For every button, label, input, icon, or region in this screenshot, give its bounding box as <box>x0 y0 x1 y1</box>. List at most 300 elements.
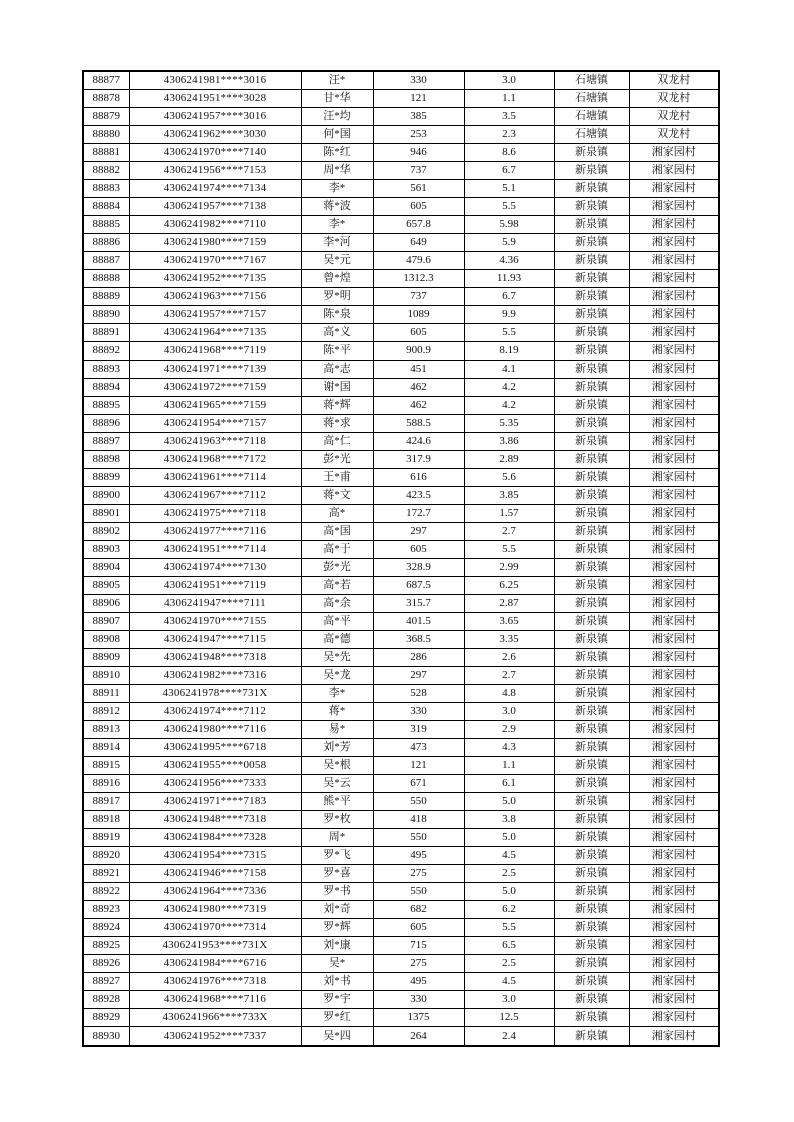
table-row <box>83 720 719 738</box>
table-row <box>83 378 719 396</box>
serial-cell: 88911 <box>83 684 129 702</box>
serial-cell: 88930 <box>83 1027 129 1046</box>
name-cell: 彭*光 <box>301 558 373 576</box>
town-cell: 新泉镇 <box>554 648 629 666</box>
amount-cell: 605 <box>373 198 464 216</box>
area-cell: 3.0 <box>464 702 554 720</box>
table-row <box>83 558 719 576</box>
id-number-cell: 4306241980****7116 <box>129 720 301 738</box>
village-cell: 湘家园村 <box>629 900 719 918</box>
serial-cell: 88902 <box>83 522 129 540</box>
town-cell: 新泉镇 <box>554 216 629 234</box>
village-cell: 湘家园村 <box>629 306 719 324</box>
id-number-cell: 4306241967****7112 <box>129 486 301 504</box>
name-cell: 罗*红 <box>301 1009 373 1027</box>
table-row <box>83 450 719 468</box>
village-cell: 湘家园村 <box>629 702 719 720</box>
serial-cell: 88921 <box>83 864 129 882</box>
amount-cell: 286 <box>373 648 464 666</box>
table-row <box>83 144 719 162</box>
id-number-cell: 4306241952****7135 <box>129 270 301 288</box>
town-cell: 新泉镇 <box>554 864 629 882</box>
id-number-cell: 4306241948****7318 <box>129 810 301 828</box>
town-cell: 新泉镇 <box>554 144 629 162</box>
id-number-cell: 4306241963****7156 <box>129 288 301 306</box>
area-cell: 5.98 <box>464 216 554 234</box>
serial-cell: 88884 <box>83 198 129 216</box>
village-cell: 湘家园村 <box>629 666 719 684</box>
id-number-cell: 4306241947****7115 <box>129 630 301 648</box>
amount-cell: 1089 <box>373 306 464 324</box>
table-row <box>83 576 719 594</box>
table-row <box>83 306 719 324</box>
table-row <box>83 828 719 846</box>
village-cell: 湘家园村 <box>629 612 719 630</box>
town-cell: 新泉镇 <box>554 396 629 414</box>
table-row <box>83 216 719 234</box>
table-row <box>83 90 719 108</box>
id-number-cell: 4306241971****7139 <box>129 360 301 378</box>
town-cell: 新泉镇 <box>554 720 629 738</box>
amount-cell: 401.5 <box>373 612 464 630</box>
village-cell: 双龙村 <box>629 126 719 144</box>
area-cell: 2.87 <box>464 594 554 612</box>
id-number-cell: 4306241962****3030 <box>129 126 301 144</box>
amount-cell: 423.5 <box>373 486 464 504</box>
town-cell: 新泉镇 <box>554 486 629 504</box>
serial-cell: 88903 <box>83 540 129 558</box>
serial-cell: 88927 <box>83 973 129 991</box>
id-number-cell: 4306241952****7337 <box>129 1027 301 1046</box>
village-cell: 湘家园村 <box>629 396 719 414</box>
id-number-cell: 4306241978****731X <box>129 684 301 702</box>
area-cell: 3.0 <box>464 991 554 1009</box>
table-row <box>83 360 719 378</box>
area-cell: 4.2 <box>464 378 554 396</box>
town-cell: 新泉镇 <box>554 846 629 864</box>
amount-cell: 121 <box>373 756 464 774</box>
id-number-cell: 4306241974****7130 <box>129 558 301 576</box>
id-number-cell: 4306241984****6716 <box>129 955 301 973</box>
village-cell: 湘家园村 <box>629 144 719 162</box>
village-cell: 湘家园村 <box>629 756 719 774</box>
village-cell: 湘家园村 <box>629 180 719 198</box>
amount-cell: 424.6 <box>373 432 464 450</box>
table-row <box>83 1027 719 1046</box>
town-cell: 新泉镇 <box>554 360 629 378</box>
amount-cell: 275 <box>373 864 464 882</box>
village-cell: 湘家园村 <box>629 486 719 504</box>
town-cell: 新泉镇 <box>554 756 629 774</box>
name-cell: 高*仁 <box>301 432 373 450</box>
village-cell: 湘家园村 <box>629 738 719 756</box>
id-number-cell: 4306241968****7172 <box>129 450 301 468</box>
amount-cell: 1312.3 <box>373 270 464 288</box>
name-cell: 彭*光 <box>301 450 373 468</box>
amount-cell: 550 <box>373 882 464 900</box>
name-cell: 吴*龙 <box>301 666 373 684</box>
area-cell: 2.7 <box>464 522 554 540</box>
town-cell: 新泉镇 <box>554 324 629 342</box>
village-cell: 湘家园村 <box>629 1027 719 1046</box>
amount-cell: 330 <box>373 991 464 1009</box>
name-cell: 熊*平 <box>301 792 373 810</box>
table-row <box>83 504 719 522</box>
town-cell: 新泉镇 <box>554 612 629 630</box>
area-cell: 2.9 <box>464 720 554 738</box>
table-row <box>83 630 719 648</box>
name-cell: 周*华 <box>301 162 373 180</box>
town-cell: 新泉镇 <box>554 937 629 955</box>
id-number-cell: 4306241970****7140 <box>129 144 301 162</box>
id-number-cell: 4306241951****3028 <box>129 90 301 108</box>
name-cell: 王*甫 <box>301 468 373 486</box>
town-cell: 石塘镇 <box>554 108 629 126</box>
id-number-cell: 4306241947****7111 <box>129 594 301 612</box>
town-cell: 新泉镇 <box>554 900 629 918</box>
amount-cell: 330 <box>373 71 464 90</box>
village-cell: 湘家园村 <box>629 594 719 612</box>
area-cell: 2.7 <box>464 666 554 684</box>
serial-cell: 88880 <box>83 126 129 144</box>
id-number-cell: 4306241961****7114 <box>129 468 301 486</box>
id-number-cell: 4306241974****7112 <box>129 702 301 720</box>
area-cell: 5.6 <box>464 468 554 486</box>
id-number-cell: 4306241957****3016 <box>129 108 301 126</box>
id-number-cell: 4306241964****7135 <box>129 324 301 342</box>
table-row <box>83 955 719 973</box>
area-cell: 1.1 <box>464 756 554 774</box>
town-cell: 新泉镇 <box>554 666 629 684</box>
village-cell: 湘家园村 <box>629 630 719 648</box>
town-cell: 新泉镇 <box>554 414 629 432</box>
amount-cell: 671 <box>373 774 464 792</box>
area-cell: 8.19 <box>464 342 554 360</box>
area-cell: 3.65 <box>464 612 554 630</box>
town-cell: 新泉镇 <box>554 991 629 1009</box>
name-cell: 吴*先 <box>301 648 373 666</box>
town-cell: 石塘镇 <box>554 90 629 108</box>
name-cell: 高*余 <box>301 594 373 612</box>
town-cell: 石塘镇 <box>554 71 629 90</box>
id-number-cell: 4306241956****7153 <box>129 162 301 180</box>
village-cell: 湘家园村 <box>629 234 719 252</box>
name-cell: 蒋*文 <box>301 486 373 504</box>
id-number-cell: 4306241982****7110 <box>129 216 301 234</box>
village-cell: 湘家园村 <box>629 540 719 558</box>
name-cell: 李* <box>301 180 373 198</box>
town-cell: 新泉镇 <box>554 558 629 576</box>
table-row <box>83 414 719 432</box>
area-cell: 6.7 <box>464 288 554 306</box>
id-number-cell: 4306241948****7318 <box>129 648 301 666</box>
name-cell: 罗*明 <box>301 288 373 306</box>
name-cell: 陈*红 <box>301 144 373 162</box>
table-row <box>83 108 719 126</box>
village-cell: 湘家园村 <box>629 918 719 936</box>
table-row <box>83 234 719 252</box>
area-cell: 9.9 <box>464 306 554 324</box>
amount-cell: 946 <box>373 144 464 162</box>
area-cell: 4.1 <box>464 360 554 378</box>
table-body <box>83 71 719 1046</box>
serial-cell: 88887 <box>83 252 129 270</box>
table-row <box>83 432 719 450</box>
area-cell: 5.5 <box>464 198 554 216</box>
area-cell: 4.8 <box>464 684 554 702</box>
village-cell: 湘家园村 <box>629 648 719 666</box>
amount-cell: 297 <box>373 666 464 684</box>
serial-cell: 88878 <box>83 90 129 108</box>
area-cell: 5.5 <box>464 918 554 936</box>
serial-cell: 88879 <box>83 108 129 126</box>
serial-cell: 88896 <box>83 414 129 432</box>
serial-cell: 88916 <box>83 774 129 792</box>
id-number-cell: 4306241995****6718 <box>129 738 301 756</box>
amount-cell: 605 <box>373 918 464 936</box>
amount-cell: 473 <box>373 738 464 756</box>
village-cell: 湘家园村 <box>629 774 719 792</box>
id-number-cell: 4306241956****7333 <box>129 774 301 792</box>
subsidy-table <box>82 70 720 1047</box>
area-cell: 6.7 <box>464 162 554 180</box>
name-cell: 汪* <box>301 71 373 90</box>
table-row <box>83 774 719 792</box>
amount-cell: 330 <box>373 702 464 720</box>
village-cell: 湘家园村 <box>629 1009 719 1027</box>
town-cell: 新泉镇 <box>554 180 629 198</box>
id-number-cell: 4306241970****7155 <box>129 612 301 630</box>
serial-cell: 88909 <box>83 648 129 666</box>
name-cell: 谢*国 <box>301 378 373 396</box>
table-row <box>83 198 719 216</box>
area-cell: 2.5 <box>464 955 554 973</box>
area-cell: 3.85 <box>464 486 554 504</box>
village-cell: 湘家园村 <box>629 324 719 342</box>
town-cell: 新泉镇 <box>554 738 629 756</box>
village-cell: 湘家园村 <box>629 810 719 828</box>
amount-cell: 275 <box>373 955 464 973</box>
name-cell: 罗*枚 <box>301 810 373 828</box>
name-cell: 蒋*辉 <box>301 396 373 414</box>
amount-cell: 495 <box>373 973 464 991</box>
village-cell: 湘家园村 <box>629 360 719 378</box>
town-cell: 新泉镇 <box>554 198 629 216</box>
id-number-cell: 4306241966****733X <box>129 1009 301 1027</box>
town-cell: 新泉镇 <box>554 702 629 720</box>
serial-cell: 88907 <box>83 612 129 630</box>
town-cell: 新泉镇 <box>554 792 629 810</box>
area-cell: 8.6 <box>464 144 554 162</box>
amount-cell: 121 <box>373 90 464 108</box>
table-row <box>83 540 719 558</box>
table-row <box>83 864 719 882</box>
amount-cell: 528 <box>373 684 464 702</box>
serial-cell: 88908 <box>83 630 129 648</box>
village-cell: 湘家园村 <box>629 558 719 576</box>
area-cell: 2.99 <box>464 558 554 576</box>
town-cell: 新泉镇 <box>554 1009 629 1027</box>
area-cell: 4.3 <box>464 738 554 756</box>
area-cell: 11.93 <box>464 270 554 288</box>
name-cell: 蒋* <box>301 702 373 720</box>
table-row <box>83 342 719 360</box>
id-number-cell: 4306241957****7138 <box>129 198 301 216</box>
town-cell: 新泉镇 <box>554 684 629 702</box>
amount-cell: 605 <box>373 540 464 558</box>
name-cell: 易* <box>301 720 373 738</box>
name-cell: 陈*泉 <box>301 306 373 324</box>
table-row <box>83 973 719 991</box>
village-cell: 湘家园村 <box>629 864 719 882</box>
serial-cell: 88904 <box>83 558 129 576</box>
area-cell: 3.0 <box>464 71 554 90</box>
amount-cell: 172.7 <box>373 504 464 522</box>
id-number-cell: 4306241984****7328 <box>129 828 301 846</box>
area-cell: 2.89 <box>464 450 554 468</box>
serial-cell: 88885 <box>83 216 129 234</box>
town-cell: 新泉镇 <box>554 504 629 522</box>
table-row <box>83 468 719 486</box>
amount-cell: 649 <box>373 234 464 252</box>
town-cell: 新泉镇 <box>554 342 629 360</box>
table-row <box>83 162 719 180</box>
id-number-cell: 4306241980****7319 <box>129 900 301 918</box>
id-number-cell: 4306241955****0058 <box>129 756 301 774</box>
id-number-cell: 4306241954****7315 <box>129 846 301 864</box>
table-row <box>83 756 719 774</box>
village-cell: 湘家园村 <box>629 937 719 955</box>
village-cell: 湘家园村 <box>629 162 719 180</box>
id-number-cell: 4306241974****7134 <box>129 180 301 198</box>
serial-cell: 88891 <box>83 324 129 342</box>
village-cell: 双龙村 <box>629 71 719 90</box>
amount-cell: 561 <box>373 180 464 198</box>
serial-cell: 88920 <box>83 846 129 864</box>
area-cell: 6.5 <box>464 937 554 955</box>
table-row <box>83 324 719 342</box>
serial-cell: 88900 <box>83 486 129 504</box>
amount-cell: 1375 <box>373 1009 464 1027</box>
area-cell: 2.3 <box>464 126 554 144</box>
town-cell: 新泉镇 <box>554 450 629 468</box>
serial-cell: 88926 <box>83 955 129 973</box>
table-row <box>83 702 719 720</box>
village-cell: 湘家园村 <box>629 468 719 486</box>
name-cell: 吴*元 <box>301 252 373 270</box>
name-cell: 罗*书 <box>301 882 373 900</box>
name-cell: 高*义 <box>301 324 373 342</box>
area-cell: 5.5 <box>464 540 554 558</box>
area-cell: 5.35 <box>464 414 554 432</box>
id-number-cell: 4306241976****7318 <box>129 973 301 991</box>
table-row <box>83 1009 719 1027</box>
table-row <box>83 270 719 288</box>
name-cell: 李* <box>301 216 373 234</box>
amount-cell: 657.8 <box>373 216 464 234</box>
table-row <box>83 991 719 1009</box>
village-cell: 湘家园村 <box>629 216 719 234</box>
serial-cell: 88910 <box>83 666 129 684</box>
area-cell: 2.6 <box>464 648 554 666</box>
amount-cell: 297 <box>373 522 464 540</box>
village-cell: 湘家园村 <box>629 288 719 306</box>
village-cell: 湘家园村 <box>629 991 719 1009</box>
name-cell: 罗*辉 <box>301 918 373 936</box>
amount-cell: 319 <box>373 720 464 738</box>
table-row <box>83 288 719 306</box>
name-cell: 高*若 <box>301 576 373 594</box>
amount-cell: 328.9 <box>373 558 464 576</box>
area-cell: 6.2 <box>464 900 554 918</box>
village-cell: 湘家园村 <box>629 522 719 540</box>
name-cell: 汪*均 <box>301 108 373 126</box>
village-cell: 湘家园村 <box>629 414 719 432</box>
amount-cell: 605 <box>373 324 464 342</box>
town-cell: 新泉镇 <box>554 810 629 828</box>
serial-cell: 88892 <box>83 342 129 360</box>
village-cell: 湘家园村 <box>629 198 719 216</box>
amount-cell: 253 <box>373 126 464 144</box>
serial-cell: 88893 <box>83 360 129 378</box>
amount-cell: 682 <box>373 900 464 918</box>
table-row <box>83 846 719 864</box>
id-number-cell: 4306241970****7167 <box>129 252 301 270</box>
serial-cell: 88888 <box>83 270 129 288</box>
serial-cell: 88924 <box>83 918 129 936</box>
amount-cell: 418 <box>373 810 464 828</box>
id-number-cell: 4306241946****7158 <box>129 864 301 882</box>
table-row <box>83 792 719 810</box>
name-cell: 吴*根 <box>301 756 373 774</box>
village-cell: 双龙村 <box>629 108 719 126</box>
id-number-cell: 4306241977****7116 <box>129 522 301 540</box>
name-cell: 李* <box>301 684 373 702</box>
town-cell: 新泉镇 <box>554 432 629 450</box>
id-number-cell: 4306241964****7336 <box>129 882 301 900</box>
name-cell: 刘*奇 <box>301 900 373 918</box>
name-cell: 吴*四 <box>301 1027 373 1046</box>
table-row <box>83 918 719 936</box>
amount-cell: 315.7 <box>373 594 464 612</box>
area-cell: 3.5 <box>464 108 554 126</box>
table-row <box>83 180 719 198</box>
id-number-cell: 4306241968****7116 <box>129 991 301 1009</box>
serial-cell: 88917 <box>83 792 129 810</box>
id-number-cell: 4306241981****3016 <box>129 71 301 90</box>
town-cell: 新泉镇 <box>554 774 629 792</box>
town-cell: 新泉镇 <box>554 378 629 396</box>
table-row <box>83 738 719 756</box>
amount-cell: 616 <box>373 468 464 486</box>
name-cell: 曾*煌 <box>301 270 373 288</box>
name-cell: 高*于 <box>301 540 373 558</box>
table-row <box>83 126 719 144</box>
name-cell: 刘*康 <box>301 937 373 955</box>
table-row <box>83 252 719 270</box>
id-number-cell: 4306241982****7316 <box>129 666 301 684</box>
name-cell: 蒋*求 <box>301 414 373 432</box>
town-cell: 新泉镇 <box>554 594 629 612</box>
id-number-cell: 4306241968****7119 <box>129 342 301 360</box>
town-cell: 新泉镇 <box>554 540 629 558</box>
town-cell: 新泉镇 <box>554 882 629 900</box>
id-number-cell: 4306241971****7183 <box>129 792 301 810</box>
town-cell: 石塘镇 <box>554 126 629 144</box>
amount-cell: 687.5 <box>373 576 464 594</box>
village-cell: 双龙村 <box>629 90 719 108</box>
serial-cell: 88925 <box>83 937 129 955</box>
